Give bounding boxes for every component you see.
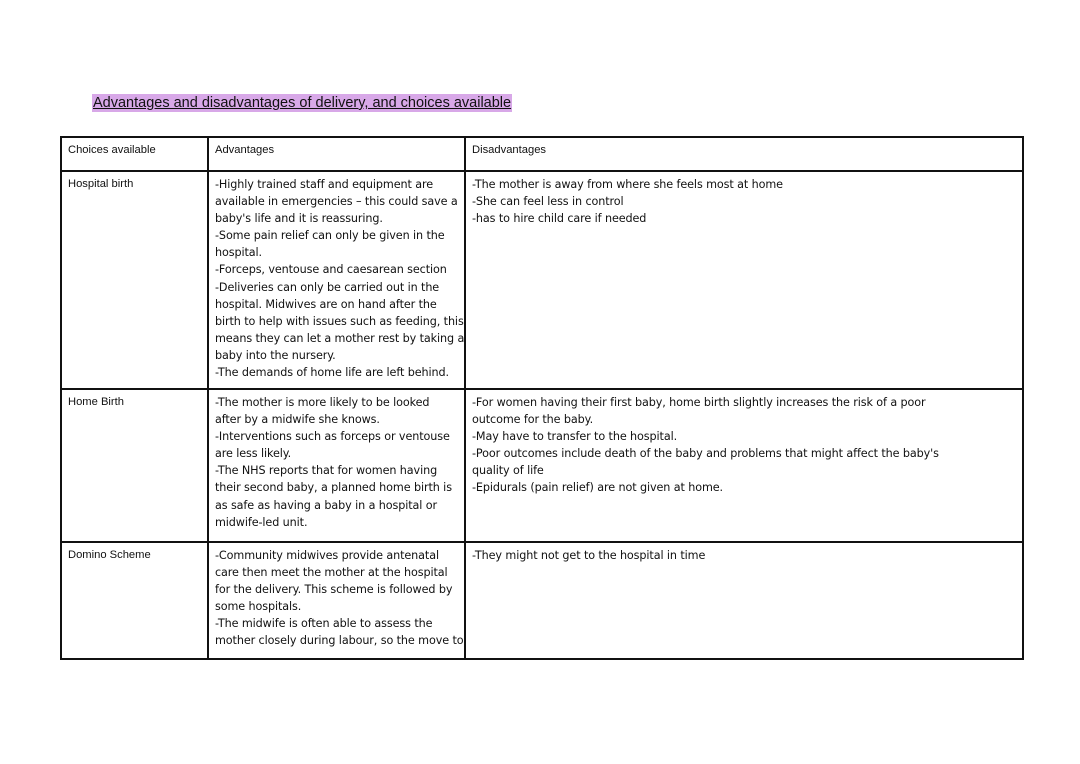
cell-line: are less likely. bbox=[215, 447, 292, 461]
cell-line: -The NHS reports that for women having bbox=[215, 464, 438, 478]
disadvantages-cell bbox=[465, 389, 1023, 542]
choice-cell: Domino Scheme bbox=[61, 542, 208, 659]
cell-line: -Interventions such as forceps or ventouse bbox=[215, 430, 450, 444]
cell-line: -Deliveries can only be carried out in the bbox=[215, 280, 440, 294]
advantages-cell bbox=[208, 389, 465, 542]
choice-cell: Hospital birth bbox=[61, 171, 208, 389]
cell-line: -The demands of home life are left behind. bbox=[215, 366, 449, 380]
header-advantages: Advantages bbox=[208, 137, 465, 171]
disadvantages-cell bbox=[465, 542, 1023, 659]
table-row bbox=[61, 171, 1023, 389]
cell-line: as safe as having a baby in a hospital or bbox=[215, 498, 438, 512]
cell-line: -May have to transfer to the hospital. bbox=[472, 430, 678, 444]
cell-line: -has to hire child care if needed bbox=[472, 212, 647, 226]
cell-line: after by a midwife she knows. bbox=[215, 413, 380, 427]
header-disadvantages: Disadvantages bbox=[465, 137, 1023, 171]
cell-line: birth to help with issues such as feeding, this bbox=[215, 314, 464, 328]
cell-line: baby's life and it is reassuring. bbox=[215, 212, 383, 226]
cell-line: -They might not get to the hospital in time bbox=[472, 549, 706, 562]
table-row bbox=[61, 389, 1023, 542]
cell-line: -Epidurals (pain relief) are not given at home. bbox=[472, 481, 723, 495]
comparison-table bbox=[60, 136, 1024, 660]
cell-line: some hospitals. bbox=[215, 600, 302, 614]
advantages-cell bbox=[208, 171, 465, 389]
cell-line: -Community midwives provide antenatal bbox=[215, 549, 439, 562]
cell-line: -Poor outcomes include death of the baby and problems that might affect the baby's bbox=[472, 447, 939, 461]
disadvantages-cell bbox=[465, 171, 1023, 389]
page-title: Advantages and disadvantages of delivery, and choices available bbox=[93, 95, 512, 111]
cell-line: baby into the nursery. bbox=[215, 348, 336, 362]
cell-line: -She can feel less in control bbox=[472, 195, 624, 209]
header-choices: Choices available bbox=[61, 137, 208, 171]
cell-line: outcome for the baby. bbox=[472, 413, 594, 427]
advantages-cell bbox=[208, 542, 465, 659]
cell-line: -The mother is away from where she feels most at home bbox=[472, 178, 783, 191]
cell-line: mother closely during labour, so the move to bbox=[215, 634, 464, 648]
cell-line: their second baby, a planned home birth is bbox=[215, 481, 452, 495]
cell-line: quality of life bbox=[472, 464, 544, 478]
cell-line: available in emergencies – this could save a bbox=[215, 195, 458, 209]
cell-line: hospital. Midwives are on hand after the bbox=[215, 297, 437, 311]
cell-line: hospital. bbox=[215, 246, 262, 260]
cell-line: care then meet the mother at the hospital bbox=[215, 566, 448, 580]
cell-line: -Highly trained staff and equipment are bbox=[215, 178, 434, 191]
cell-line: -For women having their first baby, home birth slightly increases the risk of a poor bbox=[472, 396, 926, 409]
cell-line: -The midwife is often able to assess the bbox=[215, 617, 433, 631]
cell-line: for the delivery. This scheme is followed by bbox=[215, 583, 453, 597]
cell-line: -Some pain relief can only be given in the bbox=[215, 229, 445, 243]
cell-line: -The mother is more likely to be looked bbox=[215, 396, 430, 409]
table-header-row bbox=[61, 137, 1023, 171]
choice-cell: Home Birth bbox=[61, 389, 208, 542]
table-row bbox=[61, 542, 1023, 659]
cell-line: means they can let a mother rest by taking a bbox=[215, 331, 465, 345]
cell-line: -Forceps, ventouse and caesarean section bbox=[215, 263, 447, 277]
cell-line: midwife-led unit. bbox=[215, 515, 308, 529]
